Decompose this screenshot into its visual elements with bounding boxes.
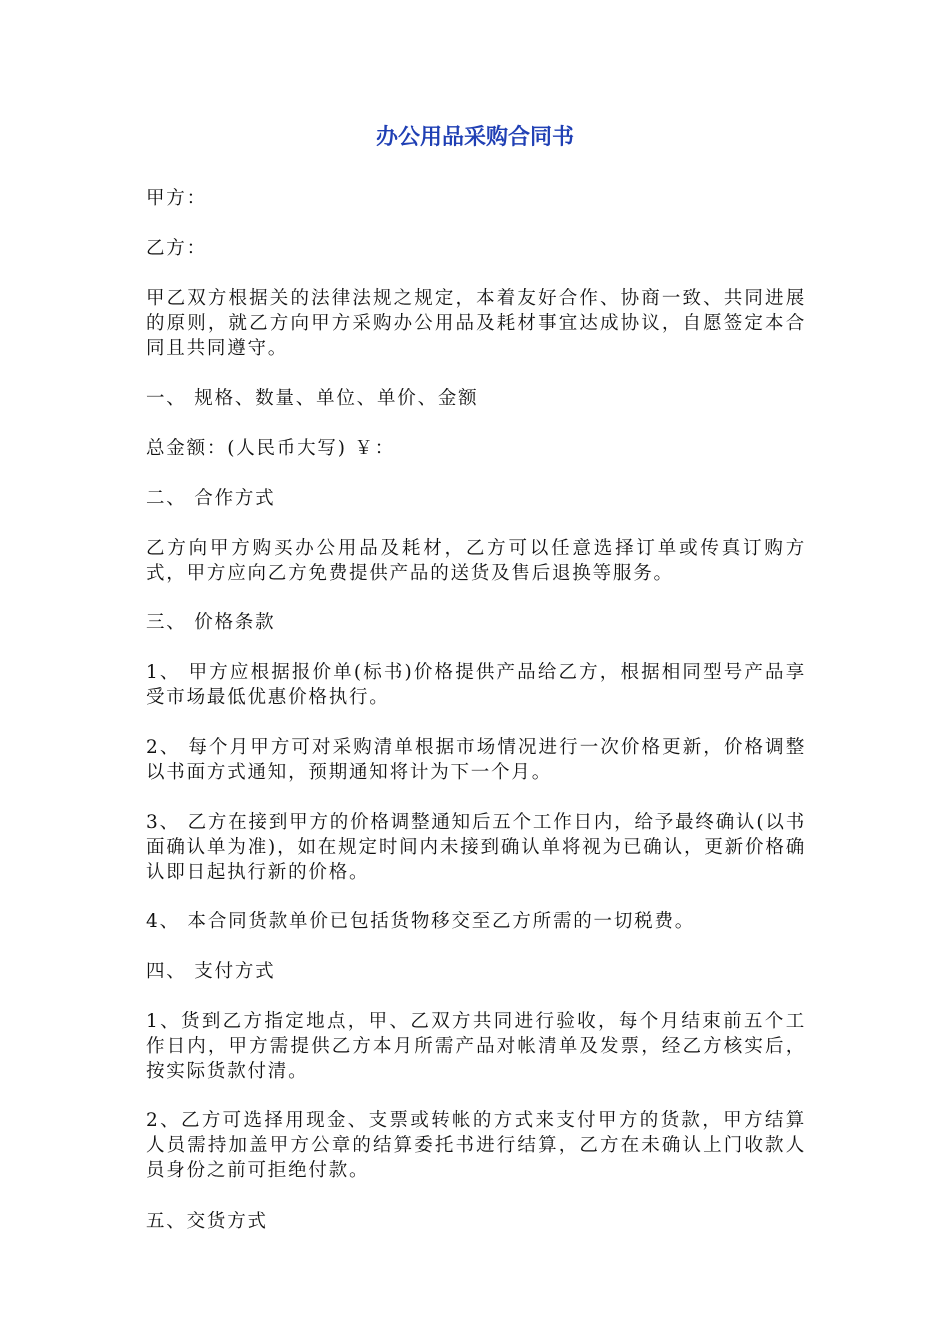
section3-item: 3、 乙方在接到甲方的价格调整通知后五个工作日内，给予最终确认(以书面确认单为准)，如在规定时间内未接到确认单将视为已确认，更新价格确认即日起执行新的价格。 <box>146 812 806 883</box>
section1-heading: 一、 规格、数量、单位、单价、金额 <box>146 388 479 409</box>
section2-heading: 二、 合作方式 <box>146 488 276 509</box>
party-b-line <box>146 236 806 261</box>
section1-block <box>146 386 806 411</box>
section4-item: 1、货到乙方指定地点，甲、乙双方共同进行验收，每个月结束前五个工作日内，甲方需提供乙方本月所需产品对帐清单及发票，经乙方核实后，按实际货款付清。 <box>146 1011 806 1082</box>
section3-item-4-block <box>146 909 806 934</box>
section3-heading: 三、 价格条款 <box>146 612 276 633</box>
total-amount-block <box>146 436 806 461</box>
section4-heading: 四、 支付方式 <box>146 961 276 982</box>
section4-item-1-block <box>146 1009 806 1084</box>
intro-paragraph: 甲乙双方根据关的法律法规之规定，本着友好合作、协商一致、共同进展的原则，就乙方向甲方采购办公用品及耗材事宜达成协议，自愿签定本合同且共同遵守。 <box>146 288 806 359</box>
party-a-line <box>146 186 806 211</box>
section4-item: 2、乙方可选择用现金、支票或转帐的方式来支付甲方的货款，甲方结算人员需持加盖甲方公章的结算委托书进行结算，乙方在未确认上门收款人员身份之前可拒绝付款。 <box>146 1110 806 1181</box>
section4-item-2-block <box>146 1108 806 1183</box>
section3-item: 1、 甲方应根据报价单(标书)价格提供产品给乙方，根据相同型号产品享受市场最低优惠价格执行。 <box>146 662 806 708</box>
total-amount-line: 总金额：(人民币大写) ￥： <box>146 438 396 459</box>
document-title: 办公用品采购合同书 <box>375 125 574 150</box>
section3-item-2-block <box>146 735 806 785</box>
section3-item: 4、 本合同货款单价已包括货物移交至乙方所需的一切税费。 <box>146 911 696 932</box>
section5-heading-block <box>146 1209 806 1234</box>
party-a-label: 甲方： <box>146 188 207 209</box>
section2-heading-block <box>146 486 806 511</box>
section3-item-1-block <box>146 660 806 710</box>
section3-heading-block <box>146 610 806 635</box>
section3-item: 2、 每个月甲方可对采购清单根据市场情况进行一次价格更新，价格调整以书面方式通知，预期通知将计为下一个月。 <box>146 737 806 783</box>
section5-heading: 五、交货方式 <box>146 1211 268 1232</box>
section2-paragraph: 乙方向甲方购买办公用品及耗材，乙方可以任意选择订单或传真订购方式，甲方应向乙方免费提供产品的送货及售后退换等服务。 <box>146 538 806 584</box>
intro-paragraph-block <box>146 286 806 361</box>
section2-text-block <box>146 536 806 586</box>
section3-item-3-block <box>146 810 806 885</box>
party-b-label: 乙方： <box>146 238 207 259</box>
section4-heading-block <box>146 959 806 984</box>
